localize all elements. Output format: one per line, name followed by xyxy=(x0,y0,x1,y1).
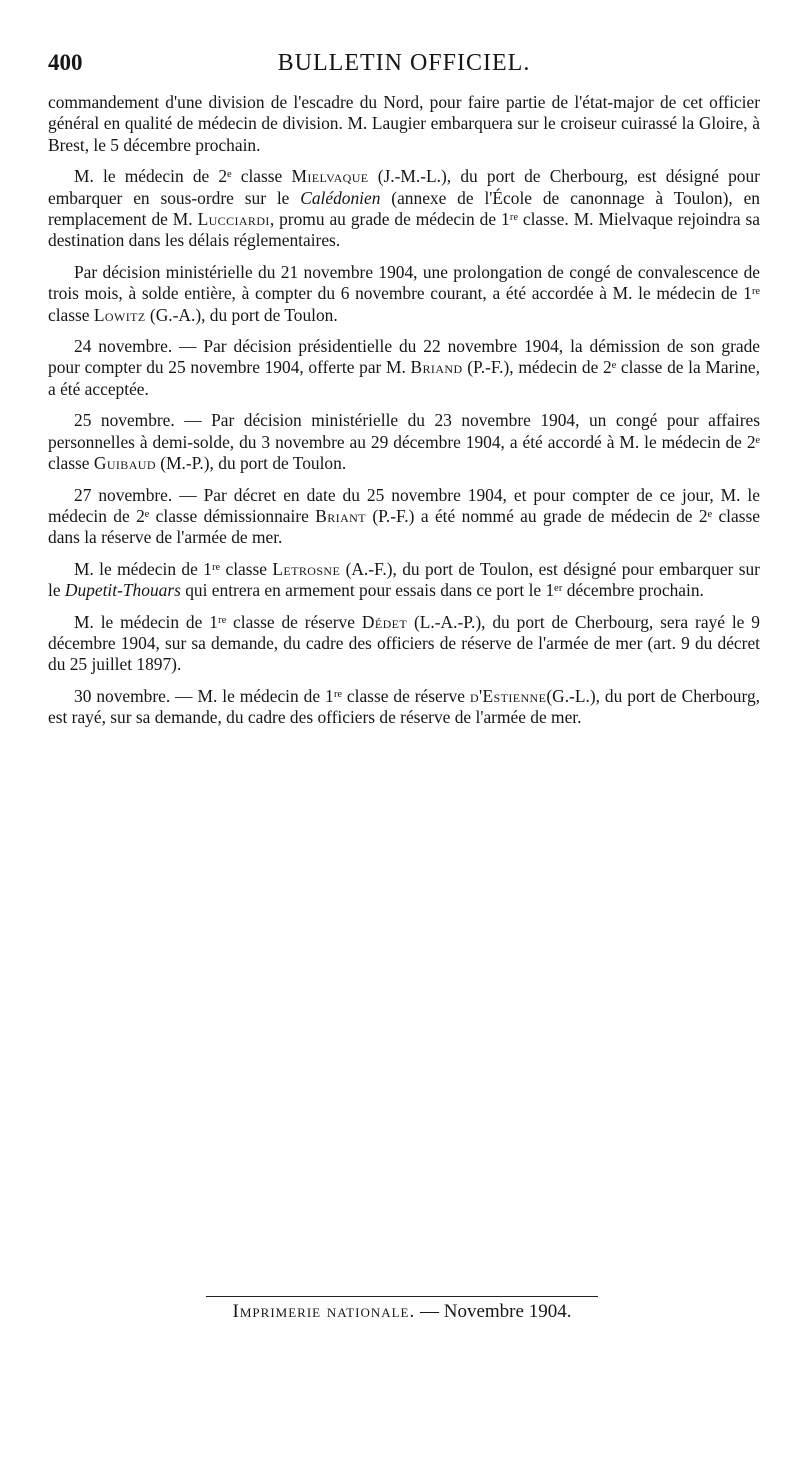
page-number: 400 xyxy=(48,50,83,75)
person-name: Briand xyxy=(410,357,463,378)
person-name: Lowitz xyxy=(93,304,146,325)
paragraph-text: M. le médecin de 2ᵉ classe xyxy=(74,166,283,187)
paragraph-1 xyxy=(48,92,760,156)
paragraph-3 xyxy=(48,262,760,326)
paragraph-text: , promu au grade de médecin de 1ʳᵉ classe. M. Mielvaque rejoindra sa destination dans les délais réglementaires. xyxy=(48,209,760,251)
paragraph-9 xyxy=(48,686,760,729)
paragraph-text: qui entrera en armement pour essais dans ce port le 1ᵉʳ décembre prochain. xyxy=(185,580,704,601)
paragraph-text: (P.-F.), médecin de 2ᵉ classe de la Marine, a été acceptée. xyxy=(48,357,760,399)
paragraph-4 xyxy=(48,336,760,400)
paragraph-6 xyxy=(48,485,760,549)
document-body xyxy=(48,92,760,739)
paragraph-text: commandement d'une division de l'escadre du Nord, pour faire partie de l'état-major de cet officier général en qualité de médecin de division. M. Laugier embarquera sur le croiseur cuirassé la Gloire, à Brest, le 5 décembre prochain. xyxy=(48,92,760,155)
person-name: Briant xyxy=(315,505,366,526)
print-date: — Novembre 1904. xyxy=(420,1301,572,1322)
person-name: Guibaud xyxy=(93,453,156,474)
paragraph-text: (L.-A.-P.), du port de Cherbourg, sera rayé le 9 décembre 1904, sur sa demande, du cadre des officiers de réserve de l'armée de mer (art. 9 du décret du 25 juillet 1897). xyxy=(48,611,760,675)
ship-name: Calédonien xyxy=(300,187,381,208)
ship-name: Dupetit-Thouars xyxy=(64,580,181,601)
person-name: Dédet xyxy=(361,611,408,632)
person-name: d'Estienne xyxy=(469,685,547,706)
person-name: Lucciardi xyxy=(197,209,270,230)
paragraph-text: (G.-A.), du port de Toulon. xyxy=(149,304,338,325)
paragraph-text: (P.-F.) a été nommé au grade de médecin de 2ᵉ classe dans la réserve de l'armée de mer. xyxy=(48,505,760,548)
paragraph-text: (M.-P.), du port de Toulon. xyxy=(160,453,347,474)
paragraph-text: 25 novembre. — Par décision ministérielle du 23 novembre 1904, un congé pour affaires personnelles à demi-solde, du 3 novembre au 29 décembre 1904, a été accordé à M. le médecin de 2ᵉ classe xyxy=(48,410,760,474)
paragraph-text: (A.-F.), du port de Toulon, est désigné pour embarquer sur le xyxy=(48,558,760,601)
person-name: Mielvaque xyxy=(291,166,369,187)
paragraph-text: 27 novembre. — Par décret en date du 25 novembre 1904, et pour compter de ce jour, M. le médecin de 2ᵉ classe démissionnaire xyxy=(48,484,760,526)
paragraph-text: (annexe de l'École de canonnage à Toulon), en remplacement de M. xyxy=(48,187,760,230)
paragraph-8 xyxy=(48,612,760,676)
paragraph-text: (J.-M.-L.), du port de Cherbourg, est désigné pour embarquer en sous-ordre sur le xyxy=(48,166,760,208)
paragraph-5 xyxy=(48,410,760,474)
imprint-footer xyxy=(206,1296,598,1323)
paragraph-text: M. le médecin de 1ʳᵉ classe de réserve xyxy=(74,611,355,632)
person-name: Letrosne xyxy=(272,558,341,579)
paragraph-text: (G.-L.), du port de Cherbourg, est rayé, sur sa demande, du cadre des officiers de réserve de l'armée de mer. xyxy=(48,685,761,728)
paragraph-7 xyxy=(48,559,760,602)
paragraph-2 xyxy=(48,166,760,252)
page-header xyxy=(48,50,760,84)
printer-name: Imprimerie nationale. xyxy=(232,1301,416,1322)
paragraph-text: 30 novembre. — M. le médecin de 1ʳᵉ classe de réserve xyxy=(74,685,465,706)
running-title: BULLETIN OFFICIEL. xyxy=(277,50,531,76)
paragraph-text: 24 novembre. — Par décision présidentielle du 22 novembre 1904, la démission de son grade pour compter du 25 novembre 1904, offerte par M. xyxy=(48,336,760,378)
paragraph-text: M. le médecin de 1ʳᵉ classe xyxy=(74,558,267,579)
paragraph-text: Par décision ministérielle du 21 novembre 1904, une prolongation de congé de convalescence de trois mois, à solde entière, à compter du 6 novembre courant, a été accordée à M. le médecin de 1ʳᵉ classe xyxy=(48,261,760,325)
